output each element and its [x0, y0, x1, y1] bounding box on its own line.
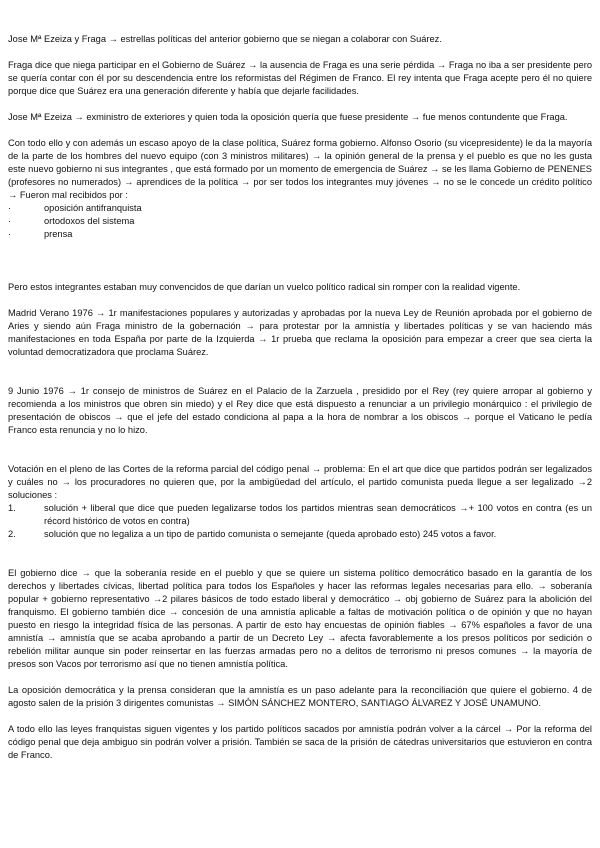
list-item [8, 528, 592, 541]
paragraph-madrid-1976: Madrid Verano 1976 → 1r manifestaciones populares y autorizadas y aprobadas por la nueva Ley de Reunión aprobada por el gobierno de Aries y siendo aún Fraga ministro de la gobernación → para protestar por la amnistía y libertades políticas y se van haciendo más manifestaciones en toda España por parte de la Izquierda → 1r prueba que reclama la oposición para empezar a creer que sea cierta la voluntad democratizadora que proclama Suárez. [8, 308, 592, 357]
paragraph-sovereignty-amnesty: El gobierno dice → que la soberanía reside en el pueblo y que se quiere un sistema político democrático basado en la garantía de los derechos y libertades cívicas, libertad política para todos los Españoles y hacer las reformas legales necesarias para ello. → soberanía popular + gobierno representativo →2 pilares básicos de todo estado liberal y democrático → obj gobierno de Suárez para la abolición del franquismo. El gobierno también dice → concesión de una amnistía aplicable a faltas de motivación política o de opinión y que no hayan puesto en riesgo la integridad física de las personas. A partir de esto hay encuestas de opinión fiables → 67% españoles a favor de una amnistía → amnistía que se acaba aprobando a partir de un Decreto Ley → afecta favorablemente a los presos políticos por sedición o rebelión militar aunque sin poder reinsertar en las fuerzas armadas pero no a delitos de terrorismo ni presos comunes → la mayoría de presos son Vacos por terrorismo así que no tienen amnistía política. [8, 568, 592, 669]
list-item: · prensa [8, 228, 592, 241]
paragraph-francoist-laws: A todo ello las leyes franquistas siguen vigentes y los partido políticos sacados por amnistía podrán volver a la cárcel → Por la reforma del código penal que deja ambiguo sin podrán volver a prisión. También se saca de la prisión de cátedras universitarios que estuvieron en contra de Franco. [8, 724, 592, 760]
paragraph-penal-code-vote: Votación en el pleno de las Cortes de la reforma parcial del código penal → problema: En el art que dice que partidos podrán ser legalizados y cuáles no → los procuradores no quieren que, por la ambigüedad del artículo, el partido comunista pueda llegue a ser legalizado →2 soluciones : [8, 464, 592, 500]
paragraph-june-1976: 9 Junio 1976 → 1r consejo de ministros de Suárez en el Palacio de la Zarzuela , presidido por el Rey (rey quiere arropar al gobierno y recomienda a los ministros que obren sin miedo) y el Rey dice que está dispuesto a renunciar a un privilegio monárquico : el privilegio de presentación de obiscos → que el jefe del estado condiciona al papa a la hora de nombrar a los obiscos → porque el Vaticano le pedía Franco esta renuncia y no lo hizo. [8, 386, 592, 435]
document-page [8, 33, 592, 762]
solutions-list [8, 502, 592, 541]
paragraph-opposition-press: La oposición democrática y la prensa consideran que la amnistía es un paso adelante para la reconciliación que quiere el gobierno. 4 de agosto salen de la prisión 3 dirigentes comunistas → SIMÓN SÁNCHEZ MONTERO, SANTIAGO ÁLVAREZ Y JOSÉ UNAMUNO. [8, 685, 592, 708]
list-number: 2. [8, 529, 16, 539]
paragraph-ezeiza-fraga: Jose Mª Ezeiza y Fraga → estrellas políticas del anterior gobierno que se niegan a colaborar con Suárez. [8, 34, 442, 44]
paragraph-ezeiza-exminister: Jose Mª Ezeiza → exministro de exteriores y quien toda la oposición quería que fuese presidente → fue menos contundente que Fraga. [8, 112, 568, 122]
list-number: 1. [8, 503, 16, 513]
list-item: · ortodoxos del sistema [8, 215, 592, 228]
list-item [8, 502, 592, 528]
paragraph-integrants-convinced: Pero estos integrantes estaban muy convencidos de que darían un vuelco político radical sin romper con la realidad vigente. [8, 282, 521, 292]
paragraph-fraga-refusal: Fraga dice que niega participar en el Gobierno de Suárez → la ausencia de Fraga es una serie pérdida → Fraga no iba a ser presidente pero se quería contar con él por su descendencia entre los reformistas del Régimen de Franco. El rey intenta que Fraga acepte pero él no quiere porque dice que Suárez era una generación diferente y había que dejarle facilidades. [8, 60, 592, 96]
list-text: solución que no legaliza a un tipo de partido comunista o semejante (queda aprobado esto) 245 votos a favor. [44, 529, 497, 539]
reception-list [8, 202, 592, 241]
list-text: solución + liberal que dice que pueden legalizarse todos los partidos mientras sean democráticos →+ 100 votos en contra (es un récord histórico de votos en contra) [44, 503, 592, 526]
paragraph-suarez-government: Con todo ello y con además un escaso apoyo de la clase política, Suárez forma gobierno. Alfonso Osorio (su vicepresidente) le da la mayoría de la parte de los hombres del nuevo equipo (con 3 ministros militares) → la opinión general de la prensa y el pueblo es que no les gusta este nuevo gobierno ni sus integrantes , que está formado por un momento de emergencia de Suárez → se les llama Gobierno de PENENES (profesores no numerados) → aprendices de la política → por ser todos los integrantes muy jóvenes → no se le concede un crédito político → Fueron mal recibidos por : [8, 138, 592, 200]
list-item: · oposición antifranquista [8, 202, 592, 215]
